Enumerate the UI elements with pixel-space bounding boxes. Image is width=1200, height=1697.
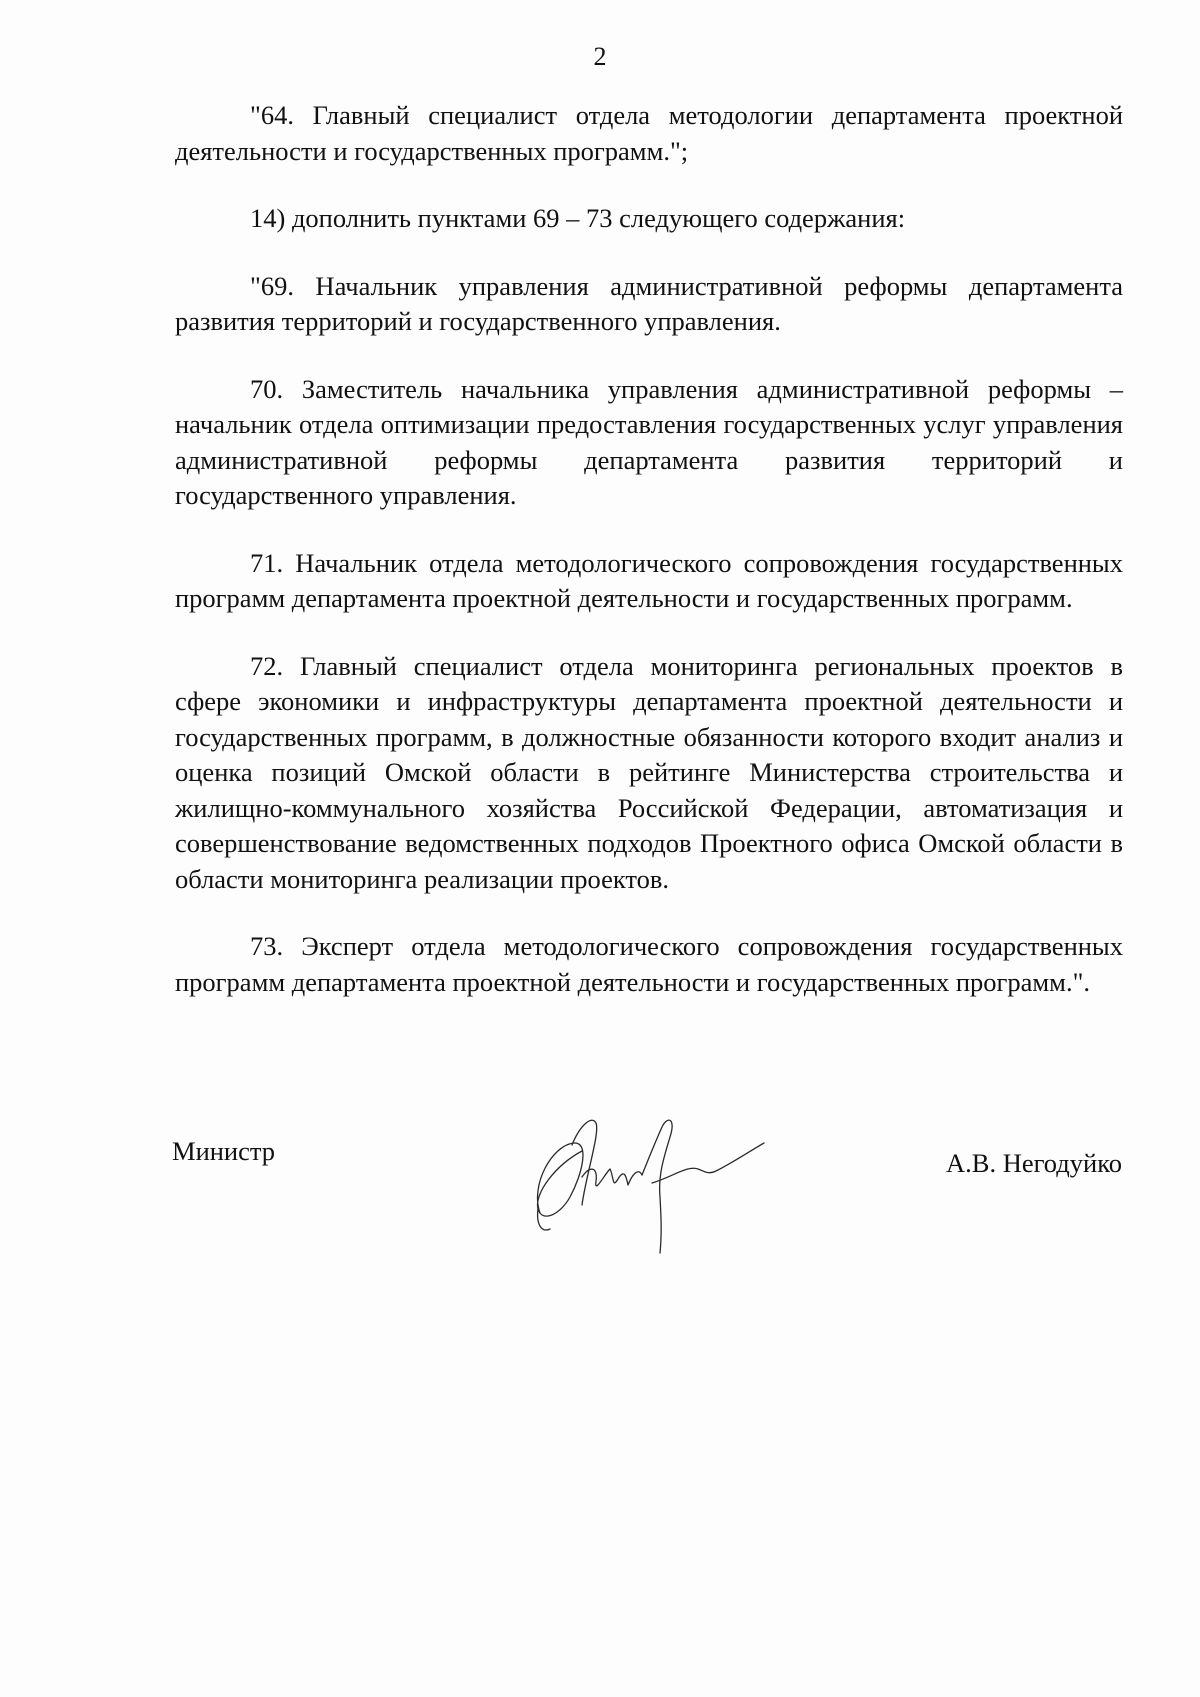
document-body — [175, 98, 1123, 1032]
paragraph-item-73: 73. Эксперт отдела методологического сопровождения государственных программ департамента проектной деятельности и государственных программ.". — [175, 931, 1123, 997]
signatory-name: А.В. Негодуйко — [946, 1148, 1122, 1178]
paragraph-item-64: "64. Главный специалист отдела методологии департамента проектной деятельности и государственных программ."; — [175, 100, 1123, 166]
paragraph-item-69: "69. Начальник управления административной реформы департамента развития территорий и государственного управления. — [175, 270, 1123, 336]
paragraph-item-70: 70. Заместитель начальника управления административной реформы – начальник отдела оптимизации предоставления государственных услуг управления административной реформы департамента развития территорий и государственного управления. — [175, 373, 1123, 510]
paragraph-item-72: 72. Главный специалист отдела мониторинга региональных проектов в сфере экономики и инфраструктуры департамента проектной деятельности и государственных программ, в должностные обязанности которого входит анализ и оценка позиций Омской области в рейтинге Министерства строительства и жилищно-коммунального хозяйства Российской Федерации, автоматизация и совершенствование ведомственных подходов Проектного офиса Омской области в области мониторинга реализации проектов. — [175, 650, 1123, 894]
handwritten-signature — [512, 1105, 772, 1265]
paragraph-item-71: 71. Начальник отдела методологического сопровождения государственных программ департамента проектной деятельности и государственных программ. — [175, 547, 1123, 613]
signature-block — [172, 1105, 1122, 1265]
page-number: 2 — [593, 42, 607, 71]
signatory-title: Министр — [172, 1136, 276, 1166]
paragraph-amendment-14: 14) дополнить пунктами 69 – 73 следующего содержания: — [250, 203, 906, 233]
